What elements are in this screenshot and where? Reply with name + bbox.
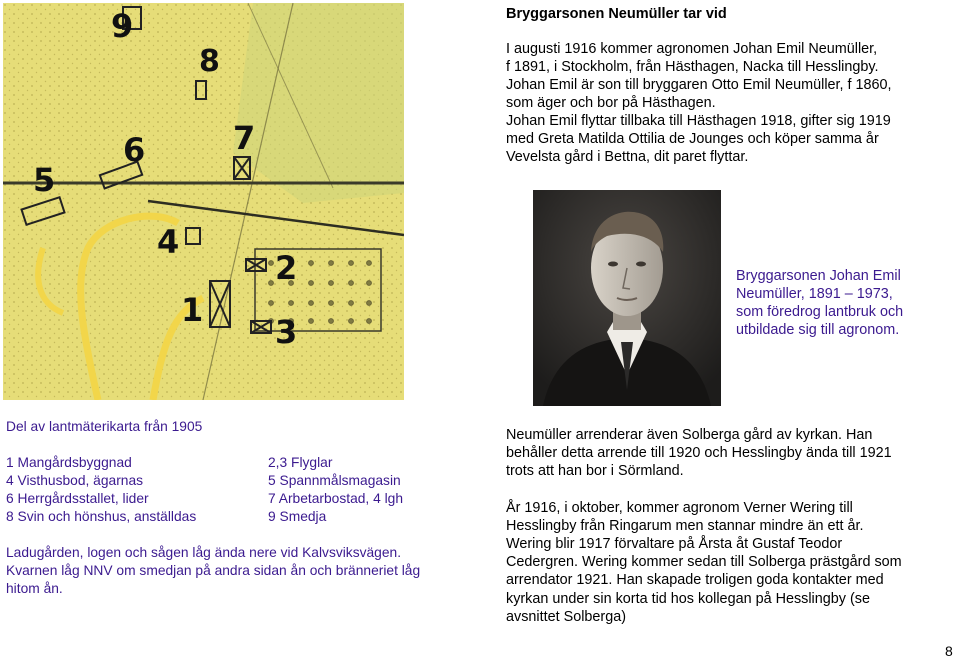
intro-text [506,40,956,166]
text-line: trots att han bor i Sörmland. [506,463,684,480]
map-label-7: 7 [233,119,256,157]
legend-item: 9 Smedja [268,509,327,524]
body-text [506,426,956,626]
map-label-8: 8 [199,44,220,79]
caption-line: Neumüller, 1891 – 1973, [736,286,893,302]
text-line: avsnittet Solberga) [506,608,626,625]
legend-item: 2,3 Flyglar [268,455,333,470]
portrait-caption [736,267,936,339]
intro-line: Johan Emil är son till bryggaren Otto Emil Neumüller, f 1860, [506,77,892,93]
map-label-3: 3 [275,313,298,351]
intro-line: I augusti 1916 kommer agronomen Johan Emil Neumüller, [506,41,878,57]
intro-line: f 1891, i Stockholm, från Hästhagen, Nacka till Hesslingby. [506,59,879,75]
legend-note-line: hitom ån. [6,581,63,596]
portrait-photo [533,190,721,406]
legend-heading: Del av lantmäterikarta från 1905 [6,419,203,434]
map-label-9: 9 [111,7,134,45]
legend-note-line: Kvarnen låg NNV om smedjan på andra sidan ån och bränneriet låg [6,563,421,578]
legend-item: 1 Mangårdsbyggnad [6,455,132,470]
legend-item: 8 Svin och hönshus, anställdas [6,509,197,524]
map-label-6: 6 [123,131,146,169]
map-label-5: 5 [33,161,56,199]
text-line: kyrkan under sin korta tid hos kollegan på Hesslingby (se [506,590,870,607]
paragraph-wering [506,499,956,626]
map-label-2: 2 [275,249,298,287]
paragraph-solberga-lease [506,426,956,481]
text-line: behåller detta arrende till 1920 och Hesslingby ända till 1921 [506,445,892,462]
map-excerpt-1905 [3,3,404,400]
legend-item: 6 Herrgårdsstallet, lider [6,491,149,506]
caption-line: Bryggarsonen Johan Emil [736,268,901,284]
legend-row [6,508,403,526]
intro-line: Vevelsta gård i Bettna, dit paret flyttar. [506,149,749,165]
text-line: Hesslingby från Ringarum men stannar mindre än ett år. [506,517,864,534]
legend-table [6,454,403,526]
legend-row [6,454,403,472]
text-line: År 1916, i oktober, kommer agronom Verner Wering till [506,499,853,516]
legend-item: 4 Visthusbod, ägarnas [6,473,144,488]
legend-item: 7 Arbetarbostad, 4 lgh [268,491,403,506]
intro-line: med Greta Matilda Ottilia de Jounges och köper samma år [506,131,879,147]
legend-row [6,490,403,508]
caption-line: utbildade sig till agronom. [736,322,900,338]
text-line: Cedergren. Wering kommer sedan till Solberga prästgård som [506,554,902,571]
map-label-4: 4 [157,223,180,261]
page-number: 8 [945,643,953,659]
intro-line: Johan Emil flyttar tillbaka till Hästhagen 1918, gifter sig 1919 [506,113,891,129]
legend-notes [6,544,476,598]
map-label-1: 1 [181,291,204,329]
intro-line: som äger och bor på Hästhagen. [506,95,716,111]
text-line: Neumüller arrenderar även Solberga gård av kyrkan. Han [506,427,873,443]
legend-row [6,472,403,490]
text-line: arrendator 1921. Han skapade troligen goda kontakter med [506,572,884,589]
legend-note-line: Ladugården, logen och sågen låg ända nere vid Kalvsviksvägen. [6,545,402,560]
caption-line: som föredrog lantbruk och [736,304,904,320]
page-title: Bryggarsonen Neumüller tar vid [506,6,727,22]
map-legend [6,418,476,598]
map-drawing [3,3,404,400]
text-line: Wering blir 1917 förvaltare på Årsta åt Gustaf Teodor [506,536,843,553]
legend-item: 5 Spannmålsmagasin [268,473,401,488]
